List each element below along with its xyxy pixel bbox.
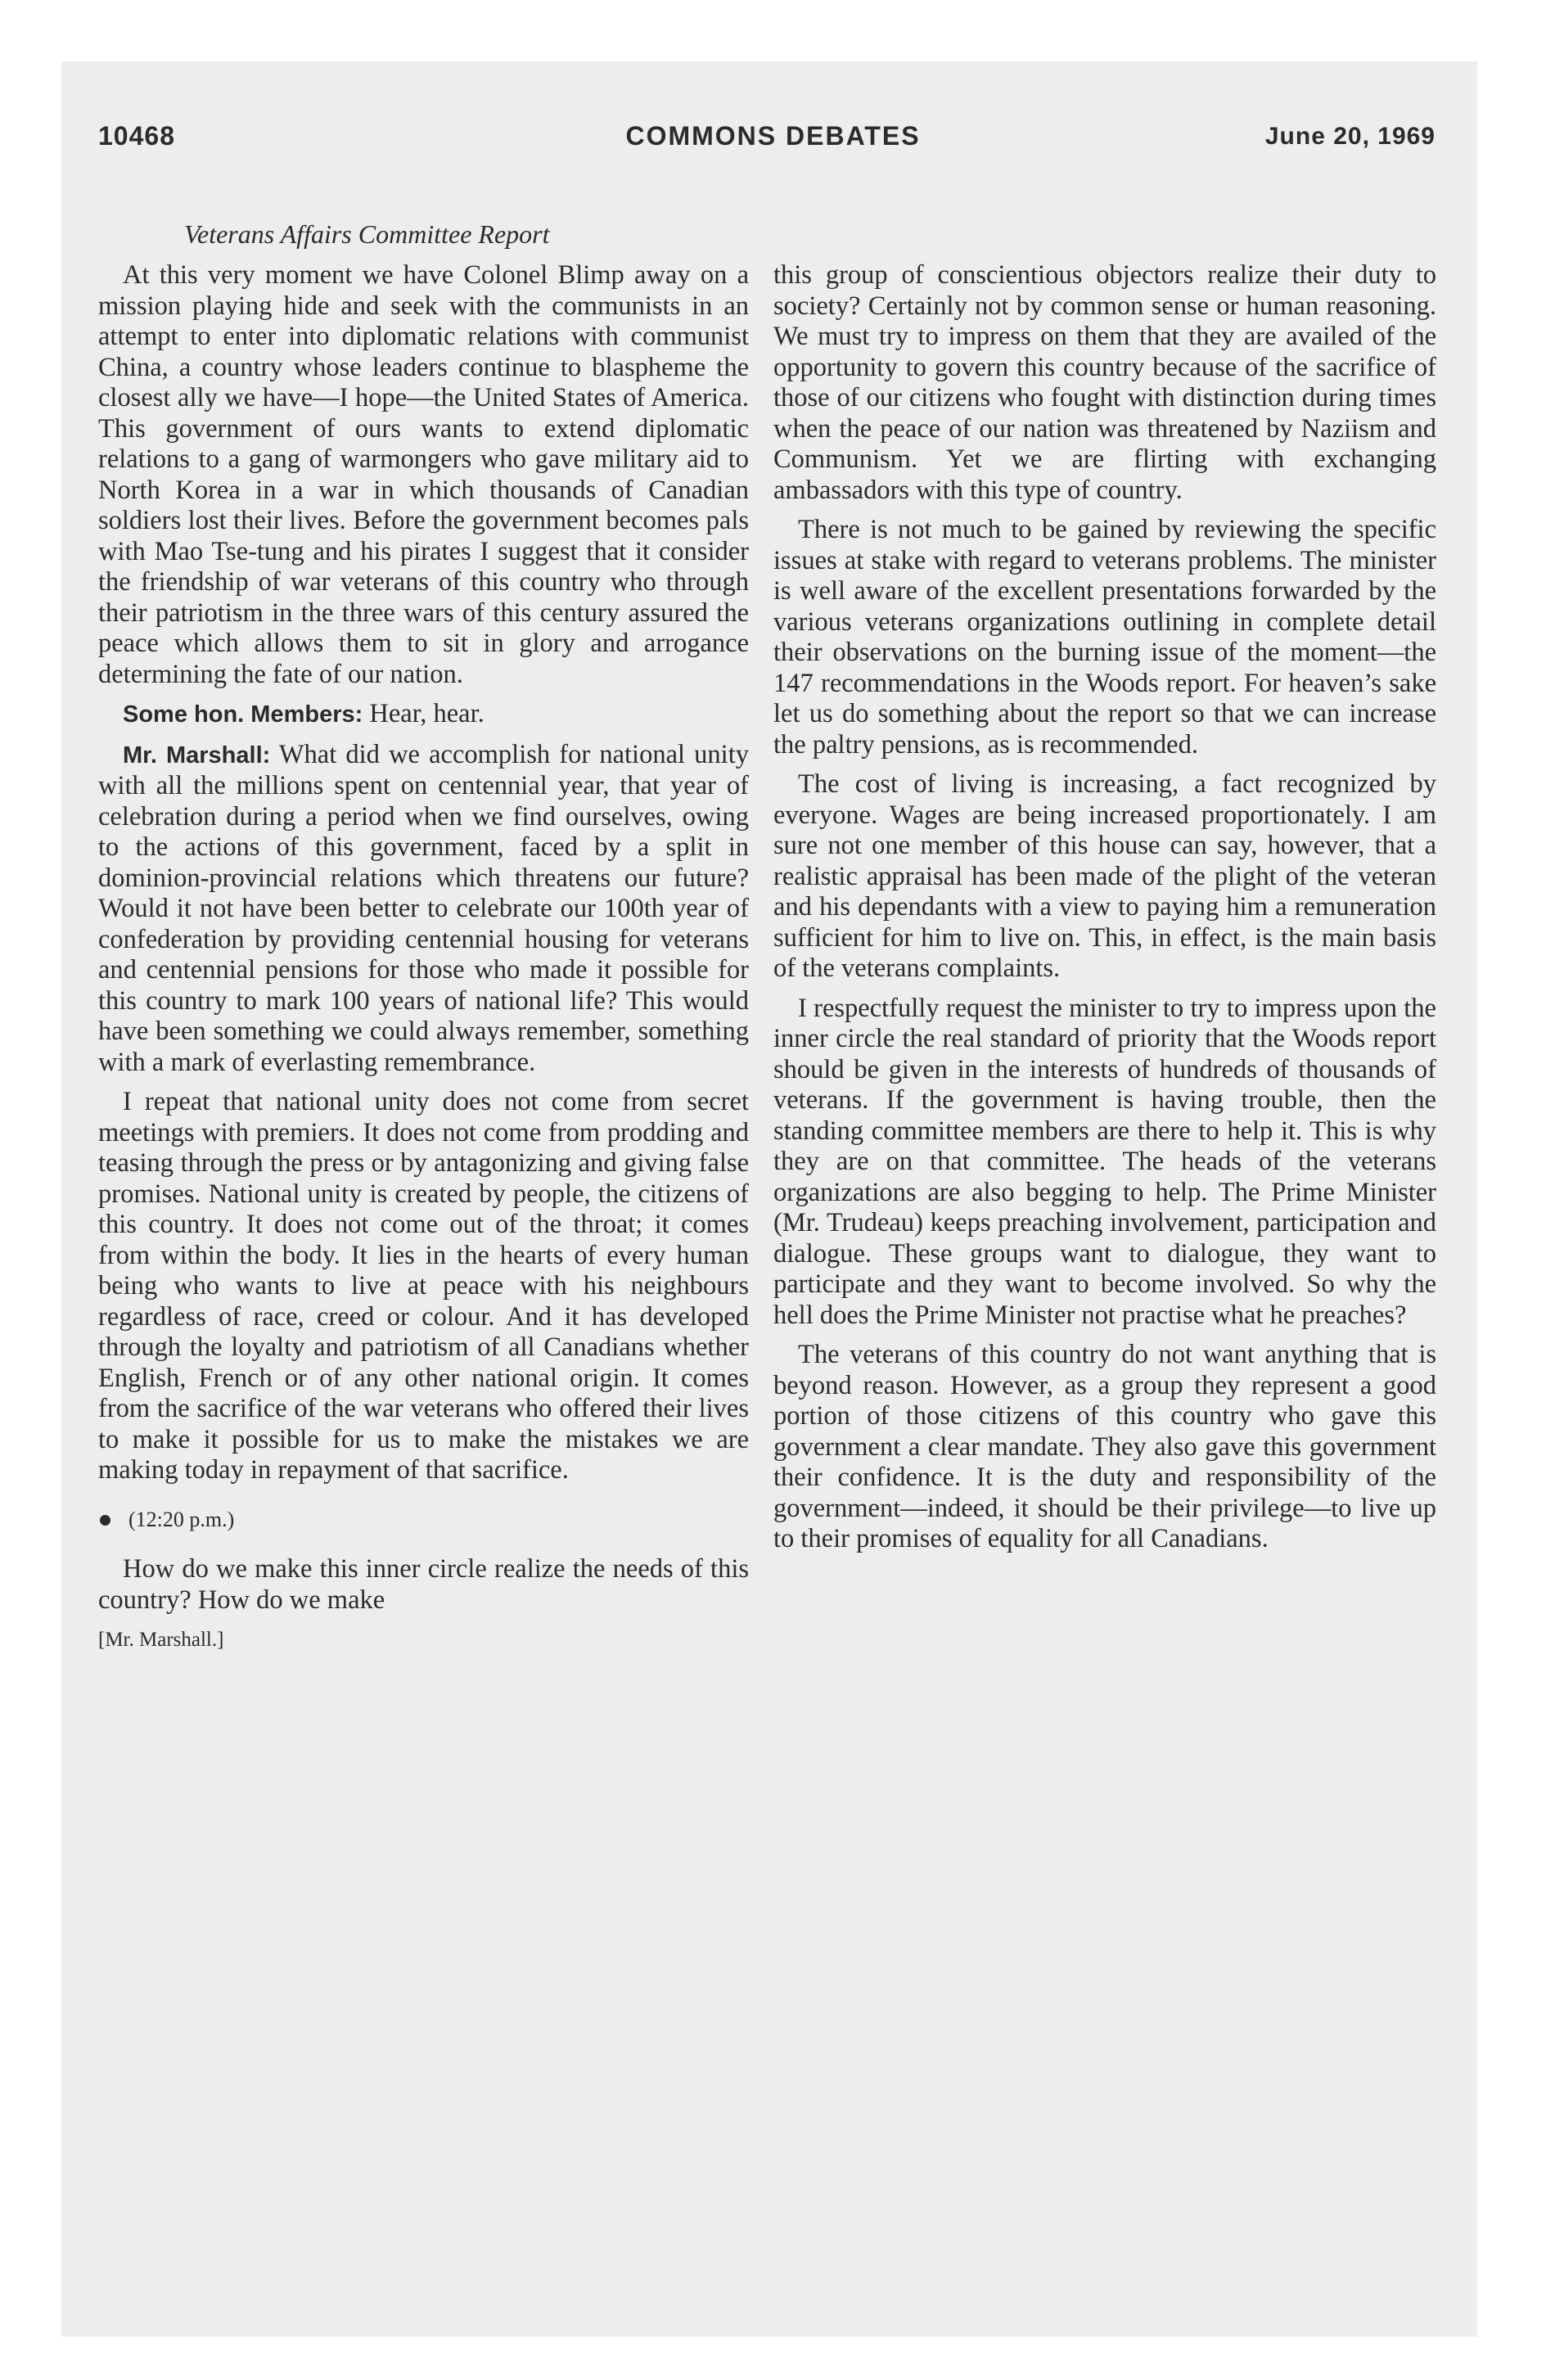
paragraph: There is not much to be gained by reviewing the specific issues at stake with regard to veterans problems. The minister is well aware of the excellent presentations forwarded by the various veterans organizations outlining in complete detail their observations on the burning issue of the moment—the 147 recommendations in the Woods report. For heaven’s sake let us do something about the report so that we can increase the paltry pensions, as is recommended.	[773, 515, 1436, 760]
speech-text: What did we accomplish for national unity with all the millions spent on centennial year, that year of celebration during a period when we find ourselves, owing to the actions of this government, faced by a split in dominion-provincial relations which threatens our future? Would it not have been better to celebrate our 100th year of confederation by providing centennial housing for veterans and centennial pensions for those who made it possible for this country to mark 100 years of national life? This would have been something we could always remember, something with a mark of everlasting remembrance.	[98, 739, 749, 1077]
issue-date: June 20, 1969	[1264, 123, 1436, 150]
interjection	[98, 699, 749, 731]
paragraph: How do we make this inner circle realize the needs of this country? How do we make	[98, 1554, 749, 1615]
section-subject: Veterans Affairs Committee Report	[184, 219, 550, 249]
publication-title: COMMONS DEBATES	[625, 121, 921, 151]
paragraph: this group of conscientious objectors realize their duty to society? Certainly not by common sense or human reasoning. We must try to impress on them that they are availed of the opportunity to govern this country because of the sacrifice of those of our citizens who fought with distinction during times when the peace of our nation was threatened by Naziism and Communism. Yet we are flirting with exchanging ambassadors with this type of country.	[773, 260, 1436, 505]
paragraph: The cost of living is increasing, a fact recognized by everyone. Wages are being increased proportionately. I am sure not one member of this house can say, however, that a realistic appraisal has been made of the plight of the veteran and his dependants with a view to paying him a remuneration sufficient for him to live on. This, in effect, is the main basis of the veterans complaints.	[773, 769, 1436, 983]
page-header	[0, 121, 1546, 170]
paragraph: I respectfully request the minister to try to impress upon the inner circle the real standard of priority that the Woods report should be given in the interests of hundreds of thousands of veterans. If the government is having trouble, then the standing committee members are there to help it. This is why they are on that committee. The heads of the veterans organizations are also begging to help. The Prime Minister (Mr. Trudeau) keeps preaching involvement, participation and dialogue. These groups want to dialogue, they want to participate and they want to become involved. So why the hell does the Prime Minister not practise what he preaches?	[773, 993, 1436, 1330]
timestamp	[98, 1504, 749, 1535]
timestamp-text: (12:20 p.m.)	[128, 1507, 235, 1531]
page-number: 10468	[98, 121, 175, 151]
right-column	[773, 260, 1436, 1564]
bullet-icon	[100, 1515, 110, 1526]
speaker-attribution: [Mr. Marshall.]	[98, 1629, 224, 1651]
left-column	[98, 260, 749, 1656]
speaker-label: Mr. Marshall:	[123, 741, 271, 769]
speaker-label: Some hon. Members:	[123, 701, 363, 728]
paragraph: At this very moment we have Colonel Blimp away on a mission playing hide and seek with the communists in an attempt to enter into diplomatic relations with communist China, a country whose leaders continue to blaspheme the closest ally we have—I hope—the United States of America. This government of ours wants to extend diplomatic relations to a gang of warmongers who gave military aid to North Korea in a war in which thousands of Canadian soldiers lost their lives. Before the government becomes pals with Mao Tse-tung and his pirates I suggest that it consider the friendship of war veterans of this country who through their patriotism in the three wars of this century assured the peace which allows them to sit in glory and arrogance determining the fate of our nation.	[98, 260, 749, 689]
speech-paragraph	[98, 740, 749, 1079]
speech-text: Hear, hear.	[369, 699, 485, 728]
paragraph: I repeat that national unity does not come from secret meetings with premiers. It does not come from prodding and teasing through the press or by antagonizing and giving false promises. National unity is created by people, the citizens of this country. It does not come out of the throat; it comes from within the body. It lies in the hearts of every human being who wants to live at peace with his neighbours regardless of race, creed or colour. And it has developed through the loyalty and patriotism of all Canadians whether English, French or of any other national origin. It comes from the sacrifice of the war veterans who offered their lives to make it possible for us to make the mistakes we are making today in repayment of that sacrifice.	[98, 1087, 749, 1485]
paragraph: The veterans of this country do not want anything that is beyond reason. However, as a group they represent a good portion of those citizens of this country who gave this government a clear mandate. They also gave this government their confidence. It is the duty and responsibility of the government—indeed, it should be their privilege—to live up to their promises of equality for all Canadians.	[773, 1340, 1436, 1553]
